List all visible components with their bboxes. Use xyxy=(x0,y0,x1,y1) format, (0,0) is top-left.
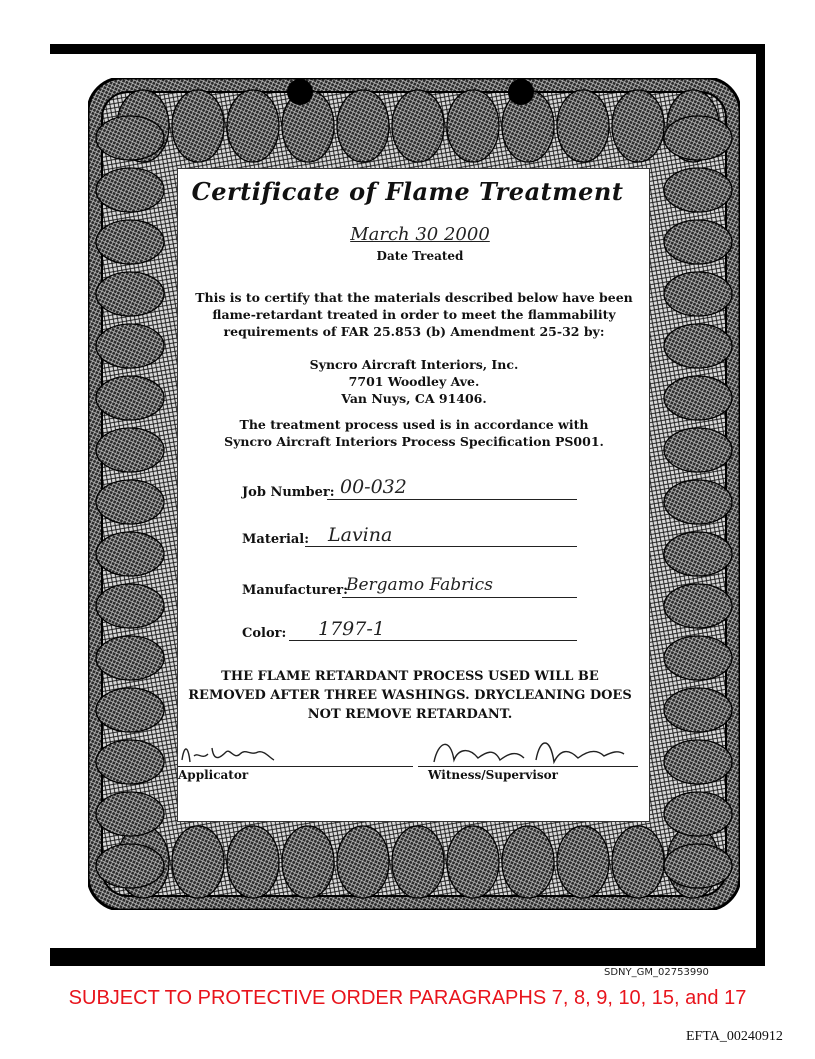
notice-line: NOT REMOVE RETARDANT. xyxy=(307,707,513,722)
witness-signature-line xyxy=(418,766,638,767)
border-scallop xyxy=(557,90,609,162)
border-scallop xyxy=(447,826,499,898)
border-scallop xyxy=(612,826,664,898)
border-scallop xyxy=(96,688,164,732)
border-scallop xyxy=(172,826,224,898)
job-number-label: Job Number: xyxy=(242,485,335,500)
applicator-signature xyxy=(178,738,278,768)
border-scallop xyxy=(664,272,732,316)
border-scallop xyxy=(96,844,164,888)
border-scallop xyxy=(96,272,164,316)
manufacturer-value: Bergamo Fabrics xyxy=(346,575,493,595)
border-scallop xyxy=(96,220,164,264)
border-scallop xyxy=(282,826,334,898)
company-address xyxy=(182,356,646,407)
border-scallop xyxy=(664,116,732,160)
border-scallop xyxy=(664,636,732,680)
border-scallop xyxy=(96,532,164,576)
applicator-signature-line xyxy=(178,766,413,767)
witness-supervisor-label: Witness/Supervisor xyxy=(428,768,558,782)
color-label: Color: xyxy=(242,626,287,641)
border-scallop xyxy=(337,90,389,162)
date-treated-label: Date Treated xyxy=(376,249,464,263)
certify-line: requirements of FAR 25.853 (b) Amendment 25-32 by: xyxy=(223,324,605,339)
material-value: Lavina xyxy=(328,524,393,546)
notice-line: REMOVED AFTER THREE WASHINGS. DRYCLEANING DOES xyxy=(188,688,632,703)
notice-line: THE FLAME RETARDANT PROCESS USED WILL BE xyxy=(221,669,599,684)
company-street: 7701 Woodley Ave. xyxy=(348,374,480,389)
border-scallop xyxy=(557,826,609,898)
material-label: Material: xyxy=(242,532,310,547)
border-scallop xyxy=(664,792,732,836)
manufacturer-label: Manufacturer: xyxy=(242,583,348,598)
border-scallop xyxy=(392,826,444,898)
border-scallop xyxy=(96,636,164,680)
bates-number: SDNY_GM_02753990 xyxy=(604,967,709,978)
certify-line: flame-retardant treated in order to meet the flammability xyxy=(212,307,616,322)
border-scallop xyxy=(664,688,732,732)
border-scallop xyxy=(392,90,444,162)
border-scallop xyxy=(96,376,164,420)
color-value: 1797-1 xyxy=(318,618,385,640)
border-scallop xyxy=(664,376,732,420)
border-scallop xyxy=(664,324,732,368)
border-scallop xyxy=(502,826,554,898)
border-scallop xyxy=(96,792,164,836)
date-treated-handwritten: March 30 2000 xyxy=(350,224,490,245)
border-scallop xyxy=(612,90,664,162)
certify-line: This is to certify that the materials described below have been xyxy=(195,290,633,305)
certificate-title: Certificate of Flame Treatment xyxy=(191,177,624,206)
scan-border-top xyxy=(50,44,765,54)
border-scallop xyxy=(227,90,279,162)
process-statement xyxy=(182,416,646,450)
border-scallop xyxy=(447,90,499,162)
retardant-notice xyxy=(170,667,650,724)
border-scallop xyxy=(664,844,732,888)
company-name: Syncro Aircraft Interiors, Inc. xyxy=(309,357,519,372)
efta-document-id: EFTA_00240912 xyxy=(686,1029,783,1044)
applicator-label: Applicator xyxy=(178,768,249,782)
border-scallop xyxy=(96,116,164,160)
process-line: The treatment process used is in accordance with xyxy=(239,417,589,432)
material-line xyxy=(305,546,577,547)
border-scallop xyxy=(172,90,224,162)
border-scallop xyxy=(96,480,164,524)
certify-paragraph xyxy=(182,289,646,340)
border-scallop xyxy=(96,740,164,784)
border-scallop xyxy=(227,826,279,898)
color-line xyxy=(289,640,577,641)
border-scallop xyxy=(664,584,732,628)
border-scallop xyxy=(664,220,732,264)
border-scallop xyxy=(664,740,732,784)
process-line: Syncro Aircraft Interiors Process Specification PS001. xyxy=(224,434,604,449)
job-number-line xyxy=(327,499,577,500)
witness-signature xyxy=(428,732,628,768)
job-number-value: 00-032 xyxy=(340,476,407,498)
border-scallop xyxy=(664,532,732,576)
border-scallop xyxy=(664,480,732,524)
border-scallop xyxy=(337,826,389,898)
border-scallop xyxy=(96,428,164,472)
manufacturer-line xyxy=(342,597,577,598)
protective-order-notice: SUBJECT TO PROTECTIVE ORDER PARAGRAPHS 7, 8, 9, 10, 15, and 17 xyxy=(68,987,747,1009)
scan-border-bottom xyxy=(50,948,765,966)
border-scallop xyxy=(96,584,164,628)
company-city: Van Nuys, CA 91406. xyxy=(341,391,487,406)
border-scallop xyxy=(96,324,164,368)
border-scallop xyxy=(664,428,732,472)
